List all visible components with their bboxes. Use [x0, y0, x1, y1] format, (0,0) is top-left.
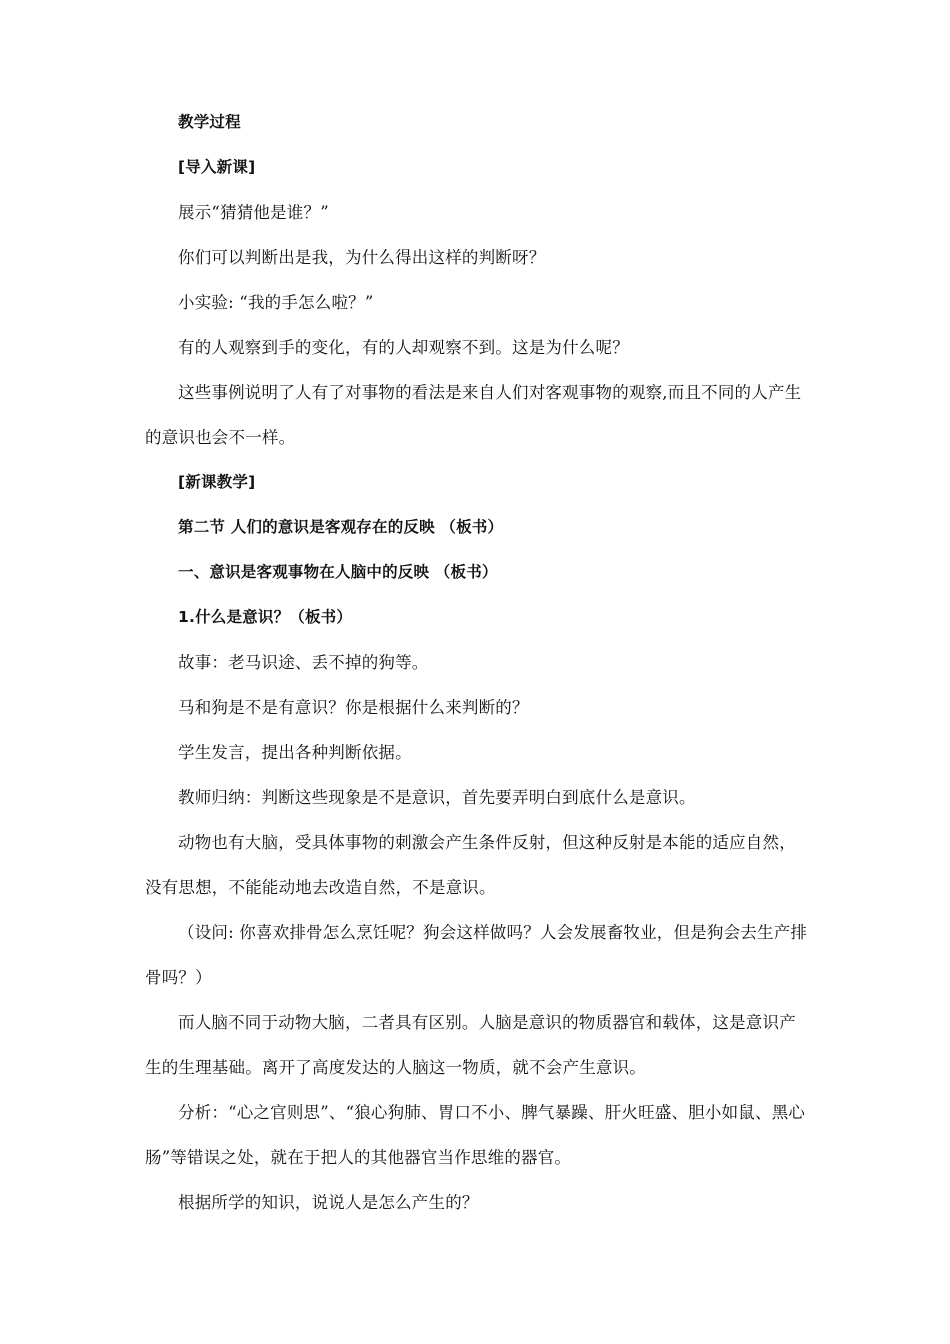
paragraph: 而人脑不同于动物大脑，二者具有区别。人脑是意识的物质器官和载体，这是意识产生的生理基础。离开了高度发达的人脑这一物质，就不会产生意识。	[145, 1013, 796, 1077]
paragraph: 根据所学的知识，说说人是怎么产生的？	[178, 1193, 479, 1212]
paragraph: 展示“猜猜他是谁？”	[178, 203, 329, 222]
lesson-subtitle: 一、意识是客观事物在人脑中的反映 （板书）	[178, 563, 498, 581]
lesson-title: 第二节 人们的意识是客观存在的反映 （板书）	[178, 518, 504, 536]
section-heading-teaching-process: 教学过程	[178, 113, 241, 131]
paragraph: 马和狗是不是有意识？你是根据什么来判断的？	[178, 698, 529, 717]
paragraph: 教师归纳：判断这些现象是不是意识，首先要弄明白到底什么是意识。	[178, 788, 696, 807]
paragraph: （设问: 你喜欢排骨怎么烹饪呢？狗会这样做吗？人会发展畜牧业，但是狗会去生产排骨吗？）	[145, 923, 808, 987]
section-heading-new-lesson: [新课教学]	[178, 473, 256, 491]
paragraph: 你们可以判断出是我，为什么得出这样的判断呀？	[178, 248, 546, 267]
paragraph: 动物也有大脑，受具体事物的刺激会产生条件反射，但这种反射是本能的适应自然，没有思想，不能能动地去改造自然，不是意识。	[145, 833, 796, 897]
paragraph: 分析：“心之官则思”、“狼心狗肺、胃口不小、脾气暴躁、肝火旺盛、胆小如鼠、黑心肠”等错误之处，就在于把人的其他器官当作思维的器官。	[145, 1103, 806, 1167]
paragraph: 有的人观察到手的变化，有的人却观察不到。这是为什么呢？	[178, 338, 629, 357]
paragraph: 这些事例说明了人有了对事物的看法是来自人们对客观事物的观察,而且不同的人产生的意识也会不一样。	[145, 383, 802, 447]
lesson-point-heading: 1.什么是意识？（板书）	[178, 608, 353, 626]
paragraph: 小实验: “我的手怎么啦？”	[178, 293, 374, 312]
section-heading-intro: [导入新课]	[178, 158, 256, 176]
paragraph: 故事：老马识途、丢不掉的狗等。	[178, 653, 429, 672]
paragraph: 学生发言，提出各种判断依据。	[178, 743, 412, 762]
